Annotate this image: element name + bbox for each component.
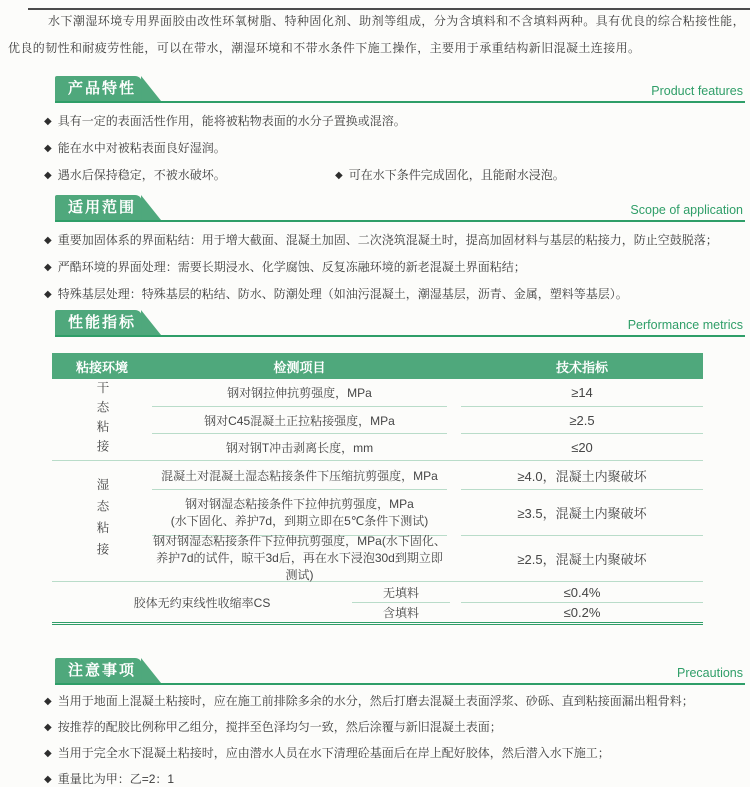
table-group-wet <box>52 460 703 581</box>
table-row <box>352 602 703 622</box>
item-cell: 钢对钢拉伸抗剪强度，MPa <box>227 386 372 400</box>
list-item <box>44 746 745 761</box>
section-title-tab <box>55 195 142 220</box>
table-row <box>152 406 703 433</box>
section-title-en: Product features <box>651 84 743 98</box>
top-rule <box>28 8 750 10</box>
list-item <box>44 141 745 156</box>
column-gap <box>450 602 461 622</box>
list-item <box>44 114 745 129</box>
section-header-scope <box>55 193 745 222</box>
diamond-bullet-icon: ◆ <box>44 748 52 759</box>
item-cell: 钢对钢T冲击剥离长度，mm <box>152 433 447 460</box>
shrinkage-label-cell: 胶体无约束线性收缩率CS <box>133 595 271 610</box>
filler-cell: 含填料 <box>352 602 450 622</box>
section-title: 产品特性 <box>68 80 137 97</box>
section-header-performance <box>55 308 745 337</box>
bullet-text: 特殊基层处理：特殊基层的粘结、防水、防潮处理（如油污混凝土，潮湿基层，沥青、金属，塑料等基层）。 <box>57 287 628 301</box>
section-header-features <box>55 74 745 103</box>
section-scope <box>0 193 750 302</box>
table-group-shrinkage <box>52 581 703 622</box>
section-title-tab <box>55 76 142 101</box>
diamond-bullet-icon: ◆ <box>44 774 52 785</box>
diamond-bullet-icon: ◆ <box>44 235 52 246</box>
list-item <box>44 287 745 302</box>
env-cell <box>52 461 152 581</box>
column-header-spec: 技术指标 <box>555 359 608 375</box>
table-row <box>152 461 703 489</box>
table-row <box>152 433 703 460</box>
spec-cell: ≥4.0，混凝土内聚破坏 <box>517 468 647 484</box>
bullet-text: 当用于地面上混凝土粘接时，应在施工前排除多余的水分，然后打磨去混凝土表面浮浆、砂砾、直到粘接面漏出粗骨料； <box>57 694 694 708</box>
list-item <box>44 260 745 275</box>
list-item <box>44 168 335 183</box>
item-cell: 钢对C45混凝土正拉粘接强度，MPa <box>152 406 447 433</box>
intro-paragraph: 水下潮湿环境专用界面胶由改性环氧树脂、特种固化剂、助剂等组成，分为含填料和不含填料两种。具有优良的综合粘接性能，优良的韧性和耐疲劳性能，可以在带水，潮湿环境和不带水条件下施工操作，主要用于承重结构新旧混凝土连接用。 <box>8 14 745 55</box>
env-label-vertical: 湿态粘接 <box>95 478 109 564</box>
list-item <box>44 772 745 787</box>
item-line-1: 钢对钢湿态粘接条件下拉伸抗剪强度，MPa <box>185 496 414 511</box>
performance-table <box>52 353 703 625</box>
section-header-precautions <box>55 656 745 685</box>
filler-cell: 无填料 <box>382 585 419 600</box>
group-rows <box>152 379 703 460</box>
bullet-text: 按推荐的配胶比例称甲乙组分，搅拌至色泽均匀一致，然后涂覆与新旧混凝土表面； <box>57 720 502 734</box>
section-title-en: Performance metrics <box>627 318 743 332</box>
item-cell <box>152 535 447 581</box>
section-product-features <box>0 74 750 183</box>
scope-bullet-list <box>44 233 745 302</box>
item-cell: 混凝土对混凝土湿态粘接条件下压缩抗剪强度，MPa <box>161 468 438 483</box>
diamond-bullet-icon: ◆ <box>44 262 52 273</box>
item-line-1: 钢对钢湿态粘接条件下拉伸抗剪强度，MPa(水下固化、 <box>153 534 446 548</box>
diamond-bullet-icon: ◆ <box>44 170 52 181</box>
section-title: 注意事项 <box>68 662 137 679</box>
diamond-bullet-icon: ◆ <box>44 289 52 300</box>
section-title: 适用范围 <box>68 199 137 216</box>
bullet-text: 重量比为甲：乙=2：1 <box>57 772 175 786</box>
bullet-text: 严酷环境的界面处理：需要长期浸水、化学腐蚀、反复冻融环境的新老混凝土界面粘结； <box>57 260 526 274</box>
list-item <box>335 168 565 183</box>
diamond-bullet-icon: ◆ <box>44 116 52 127</box>
features-bullet-list <box>44 114 745 183</box>
list-item <box>44 233 745 248</box>
diamond-bullet-icon: ◆ <box>44 696 52 707</box>
precautions-bullet-list <box>44 694 745 787</box>
item-line-2: (水下固化、养护7d，到期立即在5℃条件下测试) <box>170 513 429 528</box>
bullet-text: 遇水后保持稳定，不被水破坏。 <box>57 168 226 182</box>
diamond-bullet-icon: ◆ <box>44 722 52 733</box>
section-precautions <box>0 656 750 787</box>
diamond-bullet-icon: ◆ <box>44 143 52 154</box>
item-cell <box>152 489 447 535</box>
spec-cell: ≥2.5 <box>461 406 703 433</box>
group-rows <box>152 461 703 581</box>
spec-cell: ≥2.5，混凝土内聚破坏 <box>461 535 703 581</box>
spec-cell: ≤20 <box>461 433 703 460</box>
table-row <box>152 379 703 406</box>
column-header-env: 粘接环境 <box>75 359 128 375</box>
list-item-row <box>44 168 745 183</box>
spec-cell: ≤0.4% <box>563 584 601 600</box>
spec-cell: ≥3.5，混凝土内聚破坏 <box>461 489 703 535</box>
section-title: 性能指标 <box>68 314 137 331</box>
section-performance <box>0 308 750 625</box>
list-item <box>44 694 745 709</box>
section-title-en: Scope of application <box>630 203 743 217</box>
group-rows <box>352 582 703 622</box>
item-line-2: 养护7d的试件，晾干3d后，再在水下浸泡30d到期立即测试) <box>156 551 443 582</box>
bullet-text: 当用于完全水下混凝土粘接时，应由潜水人员在水下清理砼基面后在岸上配好胶体，然后潜入水下施工； <box>57 746 610 760</box>
table-group-dry <box>52 379 703 460</box>
column-header-item: 检测项目 <box>273 359 326 375</box>
bullet-text: 重要加固体系的界面粘结：用于增大截面、混凝土加固、二次浇筑混凝土时，提高加固材料与基层的粘接力，防止空鼓脱落； <box>57 233 718 247</box>
spec-cell: ≤0.2% <box>461 602 703 622</box>
bullet-text: 可在水下条件完成固化，且能耐水浸泡。 <box>348 168 565 182</box>
list-item <box>44 720 745 735</box>
column-gap <box>450 582 461 602</box>
bullet-text: 具有一定的表面活性作用，能将被粘物表面的水分子置换或混溶。 <box>57 114 406 128</box>
env-label-vertical: 干态粘接 <box>95 380 109 459</box>
env-cell <box>52 379 152 460</box>
spec-cell: ≥14 <box>571 385 593 400</box>
table-row <box>352 582 703 602</box>
table-header-row <box>52 353 703 379</box>
section-title-tab <box>55 658 142 683</box>
table-row <box>152 535 703 581</box>
bullet-text: 能在水中对被粘表面良好湿润。 <box>57 141 226 155</box>
diamond-bullet-icon: ◆ <box>335 170 343 181</box>
table-row <box>152 489 703 535</box>
section-title-en: Precautions <box>676 666 743 680</box>
section-title-tab <box>55 310 142 335</box>
